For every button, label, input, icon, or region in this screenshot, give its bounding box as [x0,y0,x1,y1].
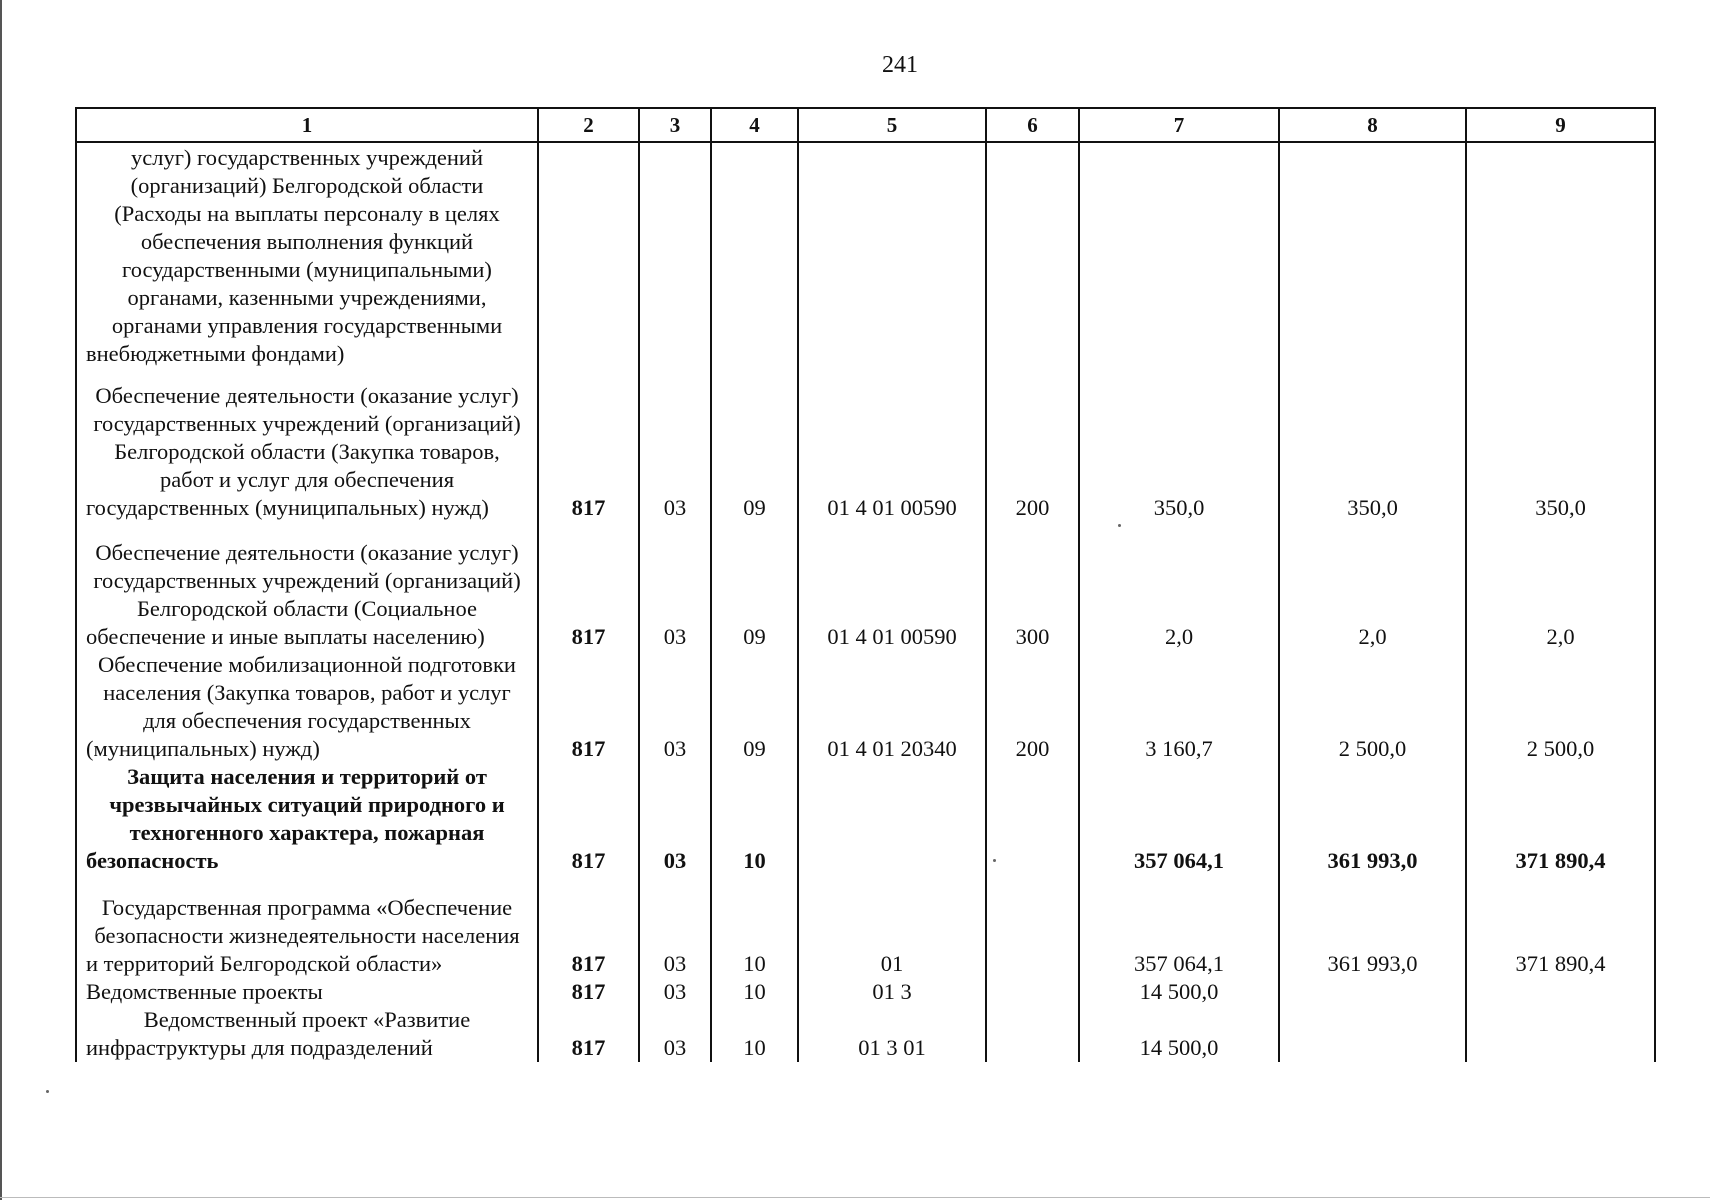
cell-target-article: 01 3 [798,978,986,1006]
row-description: Защита населения и территорий от чрезвычайных ситуаций природного и техногенного характера, пожарная безопасность [76,763,538,875]
row-description: Государственная программа «Обеспечение безопасности жизнедеятельности населения и территорий Белгородской области» [76,875,538,978]
cell-expense-type [986,142,1079,368]
cell-admin-code: 817 [538,522,639,651]
cell-amount-year3 [1466,978,1655,1006]
table-row [76,1006,1655,1062]
cell-amount-year2 [1279,978,1466,1006]
cell-section [639,142,711,368]
column-header: 3 [639,108,711,142]
table-row [76,522,1655,651]
cell-subsection: 10 [711,978,798,1006]
table-row [76,875,1655,978]
cell-admin-code: 817 [538,651,639,763]
table-row [76,651,1655,763]
cell-amount-year2: 2,0 [1279,522,1466,651]
cell-expense-type: 200 [986,651,1079,763]
cell-admin-code: 817 [538,763,639,875]
scan-bottom-rule [0,1197,1710,1198]
column-header: 8 [1279,108,1466,142]
cell-expense-type: 200 [986,368,1079,522]
cell-subsection: 10 [711,875,798,978]
cell-target-article: 01 [798,875,986,978]
cell-expense-type [986,1006,1079,1062]
cell-amount-year2: 2 500,0 [1279,651,1466,763]
cell-amount-year2 [1279,1006,1466,1062]
cell-expense-type: 300 [986,522,1079,651]
cell-subsection: 09 [711,522,798,651]
cell-amount-year2: 361 993,0 [1279,763,1466,875]
table-header-row [76,108,1655,142]
column-header: 2 [538,108,639,142]
cell-admin-code [538,142,639,368]
cell-subsection: 10 [711,1006,798,1062]
cell-amount-year1: 2,0 [1079,522,1279,651]
cell-section: 03 [639,522,711,651]
cell-admin-code: 817 [538,368,639,522]
cell-amount-year1: 350,0 [1079,368,1279,522]
cell-amount-year3: 371 890,4 [1466,875,1655,978]
table-row [76,763,1655,875]
cell-section: 03 [639,368,711,522]
column-header: 9 [1466,108,1655,142]
cell-target-article: 01 4 01 00590 [798,368,986,522]
cell-expense-type [986,978,1079,1006]
cell-subsection: 09 [711,368,798,522]
cell-target-article [798,763,986,875]
column-header: 7 [1079,108,1279,142]
row-description: услуг) государственных учреждений (организаций) Белгородской области (Расходы на выплаты персоналу в целях обеспечения выполнения функций государственными (муниципальными) органами, казенными учреждениями, органами управления государственными внебюджетными фондами) [76,142,538,368]
scan-left-edge [0,0,2,1200]
column-header: 6 [986,108,1079,142]
cell-expense-type [986,763,1079,875]
row-description: Обеспечение мобилизационной подготовки населения (Закупка товаров, работ и услуг для обеспечения государственных (муниципальных) нужд) [76,651,538,763]
page-number: 241 [882,52,918,78]
cell-amount-year1: 14 500,0 [1079,978,1279,1006]
cell-amount-year3: 2,0 [1466,522,1655,651]
cell-section: 03 [639,763,711,875]
column-header: 4 [711,108,798,142]
cell-amount-year2: 350,0 [1279,368,1466,522]
cell-target-article: 01 4 01 00590 [798,522,986,651]
cell-amount-year1: 14 500,0 [1079,1006,1279,1062]
cell-admin-code: 817 [538,1006,639,1062]
table-row [76,368,1655,522]
cell-amount-year2: 361 993,0 [1279,875,1466,978]
cell-section: 03 [639,1006,711,1062]
cell-target-article [798,142,986,368]
cell-subsection: 10 [711,763,798,875]
table-row [76,978,1655,1006]
cell-subsection: 09 [711,651,798,763]
row-description: Обеспечение деятельности (оказание услуг) государственных учреждений (организаций) Белгородской области (Закупка товаров, работ и услуг для обеспечения государственных (муниципальных) нужд) [76,368,538,522]
cell-amount-year1: 357 064,1 [1079,763,1279,875]
cell-amount-year2 [1279,142,1466,368]
cell-admin-code: 817 [538,875,639,978]
cell-target-article: 01 3 01 [798,1006,986,1062]
cell-amount-year3: 350,0 [1466,368,1655,522]
cell-section: 03 [639,978,711,1006]
cell-admin-code: 817 [538,978,639,1006]
cell-amount-year1: 357 064,1 [1079,875,1279,978]
cell-amount-year1 [1079,142,1279,368]
cell-amount-year1: 3 160,7 [1079,651,1279,763]
cell-amount-year3 [1466,1006,1655,1062]
scan-speck [46,1090,49,1093]
cell-amount-year3: 371 890,4 [1466,763,1655,875]
cell-amount-year3 [1466,142,1655,368]
cell-section: 03 [639,875,711,978]
row-description: Ведомственные проекты [76,978,538,1006]
cell-amount-year3: 2 500,0 [1466,651,1655,763]
row-description: Обеспечение деятельности (оказание услуг) государственных учреждений (организаций) Белгородской области (Социальное обеспечение и иные выплаты населению) [76,522,538,651]
table-row [76,142,1655,368]
column-header: 5 [798,108,986,142]
cell-subsection [711,142,798,368]
cell-target-article: 01 4 01 20340 [798,651,986,763]
cell-expense-type [986,875,1079,978]
cell-section: 03 [639,651,711,763]
budget-table [75,107,1656,1062]
column-header: 1 [76,108,538,142]
row-description: Ведомственный проект «Развитие инфраструктуры для подразделений [76,1006,538,1062]
